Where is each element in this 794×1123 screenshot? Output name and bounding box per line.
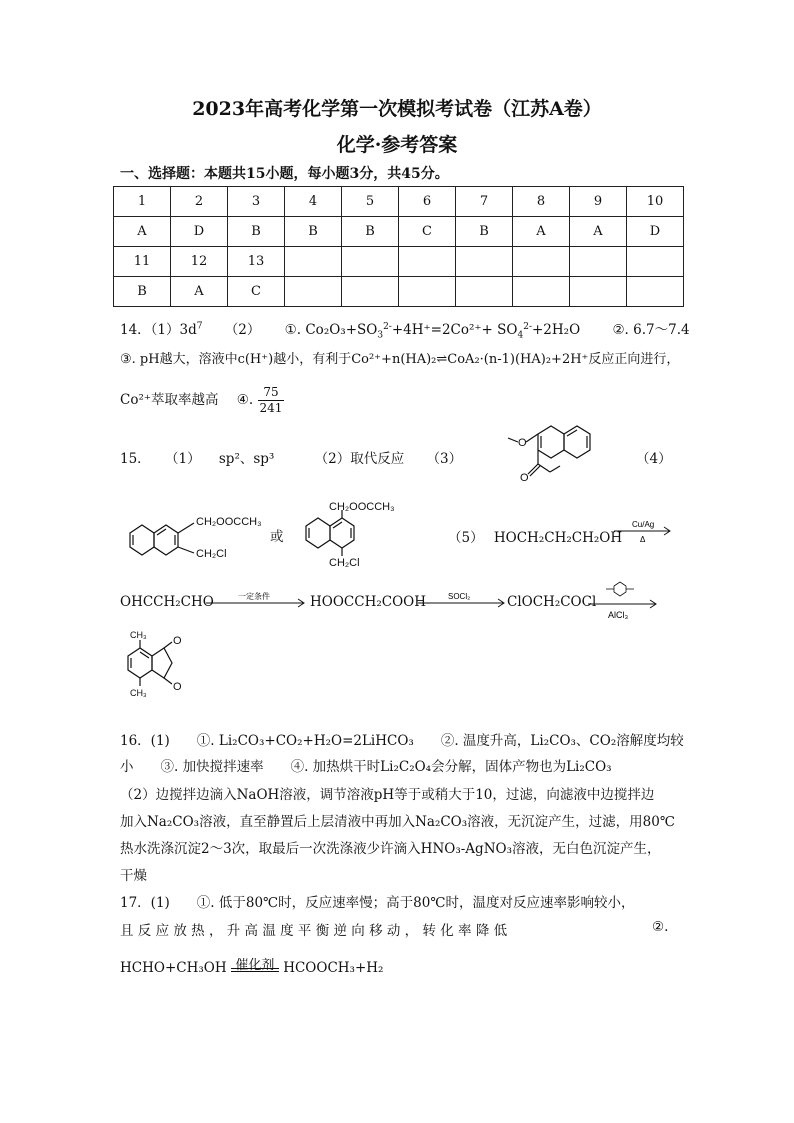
step0-compound: HOCH₂CH₂CH₂OH (493, 530, 623, 546)
table-cell: 7 (456, 187, 513, 217)
q15-part2: （2）取代反应 (314, 451, 405, 467)
q14-eq-a: ①. Co₂O₃+SO (284, 322, 378, 338)
q15-p5-label: （5） (448, 530, 484, 546)
o-atom: O (173, 635, 182, 647)
eq-products: HCOOCH₃+H₂ (283, 960, 384, 976)
table-cell: C (399, 217, 456, 247)
table-cell: 8 (513, 187, 570, 217)
q17-equation: HCHO+CH₃OH 催化剂 HCOOCH₃+H₂ (120, 958, 384, 976)
q14-part2: （2） (224, 322, 261, 338)
q14-num: 14．（1）3d (120, 322, 197, 338)
table-row (114, 217, 684, 247)
table-cell: C (228, 277, 285, 307)
table-cell (342, 247, 399, 277)
cond-delta: Δ (640, 535, 646, 544)
structure-q15-4b (296, 500, 396, 572)
table-cell: 9 (570, 187, 627, 217)
table-cell (342, 277, 399, 307)
q14-line3-text: Co²⁺萃取率越高 (120, 392, 219, 408)
table-cell: 12 (171, 247, 228, 277)
table-cell (513, 277, 570, 307)
table-cell: D (171, 217, 228, 247)
table-cell: A (171, 277, 228, 307)
table-cell: 13 (228, 247, 285, 277)
q17-line2: 且 反 应 放 热 ， 升 高 温 度 平 衡 逆 向 移 动 ， 转 化 率 降 低 (120, 923, 508, 939)
step2-compound: HOOCCH₂COOH (310, 594, 426, 610)
naphthalene-ring (508, 426, 590, 476)
q15-part5 (448, 526, 622, 546)
table-cell: B (456, 217, 513, 247)
table-cell (285, 247, 342, 277)
q14-line3 (120, 385, 284, 416)
table-row (114, 277, 684, 307)
ch2ooccch3-label: CH₂OOCCH₃ (329, 501, 395, 513)
q15-part3: （3） (426, 451, 463, 467)
q16-line2: 小 ③. 加快搅拌速率 ④. 加热烘干时Li₂C₂O₄会分解，固体产物也为Li₂CO₃ (120, 759, 612, 775)
table-cell: B (342, 217, 399, 247)
q16-line3: （2）边搅拌边滴入NaOH溶液，调节溶液pH等于或稍大于10，过滤，向滤液中边搅拌边 (120, 787, 655, 803)
table-cell: B (114, 277, 171, 307)
table-cell: 1 (114, 187, 171, 217)
table-cell (513, 247, 570, 277)
q14-line1: 14．$(1)3d^7$ （2） ①. $Co_2O_3+SO_3^{2-}+4H^+=2Co^{2+}+ SO_4^{2-}+2H_2O$ ②. 6.7～7.4 (120, 321, 690, 341)
q16-line5: 热水洗涤沉淀2～3次，取最后一次洗涤液少许滴入HNO₃-AgNO₃溶液，无白色沉淀产生， (120, 841, 661, 857)
cond-alcl3: AlCl₃ (608, 610, 629, 620)
table-cell (570, 277, 627, 307)
q17-part2: ②. (652, 919, 669, 935)
table-cell (456, 277, 513, 307)
table-cell: 10 (627, 187, 684, 217)
table-cell: A (570, 217, 627, 247)
table-cell: A (114, 217, 171, 247)
ch2cl-label: CH₂Cl (196, 548, 227, 560)
table-row (114, 187, 684, 217)
or-text: 或 (270, 529, 284, 545)
o-atom: O (518, 437, 527, 449)
q15-part4: （4） (636, 451, 672, 467)
answer-table (113, 186, 684, 307)
o-atom: O (173, 681, 182, 693)
q14-fraction: $\frac{75}{241}$ (259, 385, 283, 415)
structure-q15-4a (122, 505, 282, 565)
table-cell (399, 277, 456, 307)
arrow-condition (204, 588, 308, 612)
table-cell (285, 277, 342, 307)
table-cell (627, 247, 684, 277)
table-cell: 5 (342, 187, 399, 217)
page-title: 2023年高考化学第一次模拟考试卷（江苏A卷） (192, 98, 602, 120)
q15-part1: （1） (164, 451, 201, 467)
table-cell: 3 (228, 187, 285, 217)
table-cell: A (513, 217, 570, 247)
arrow-socl2 (416, 588, 508, 612)
table-row (114, 247, 684, 277)
step1-compound: OHCCH₂CHO (120, 594, 214, 610)
q16-line1: 16．(1) ①. Li₂CO₃+CO₂+H₂O=2LiHCO₃ ②. 温度升高，Li₂CO₃、CO₂溶解度均较 (120, 733, 684, 749)
ch3-label: CH₃ (130, 688, 147, 698)
cond-socl2: SOCl₂ (448, 592, 471, 601)
q15-hyb: sp²、sp³ (218, 451, 275, 467)
table-cell (456, 247, 513, 277)
table-cell (570, 247, 627, 277)
p-xylene-icon (606, 582, 634, 596)
arrow-alcl3 (586, 580, 660, 624)
table-cell (399, 247, 456, 277)
page-subtitle: 化学·参考答案 (336, 134, 458, 156)
q14-eq-b: +4H⁺=2Co²⁺+ SO (391, 322, 518, 338)
structure-q15-3 (488, 418, 598, 490)
q16-line4: 加入Na₂CO₃溶液，直至静置后上层清液中再加入Na₂CO₃溶液，无沉淀产生，过滤，用80℃ (120, 814, 675, 830)
q14-eq-c: +2H₂O (532, 322, 581, 338)
table-cell: 2 (171, 187, 228, 217)
cond-cu-ag: Cu/Ag (632, 520, 655, 529)
o-atom: O (520, 472, 529, 484)
q14-line2: ③. pH越大，溶液中c(H⁺)越小，有利于Co²⁺+n(HA)₂⇌CoA₂·(n-1)(HA)₂+2H⁺反应正向进行， (120, 352, 680, 367)
q14-part4: ④. (236, 392, 254, 408)
table-cell: 4 (285, 187, 342, 217)
table-cell: B (285, 217, 342, 247)
q14-range: ②. 6.7～7.4 (612, 322, 690, 338)
table-cell: 11 (114, 247, 171, 277)
step3-compound: ClOCH₂COCl (507, 594, 597, 610)
structure-final-product (118, 628, 198, 698)
q17-line1: 17．(1) ①. 低于80℃时，反应速率慢；高于80℃时，温度对反应速率影响较小， (120, 895, 635, 911)
ch2cl-label: CH₂Cl (329, 557, 360, 569)
table-cell: D (627, 217, 684, 247)
table-cell: B (228, 217, 285, 247)
q16-line6: 干燥 (120, 868, 147, 884)
q14-sup: 7 (196, 321, 203, 332)
table-cell: 6 (399, 187, 456, 217)
cond-text: 一定条件 (238, 592, 270, 601)
ch2ooccch3-label: CH₂OOCCH₃ (196, 516, 262, 528)
q15-num: 15． (120, 451, 151, 467)
table-cell (627, 277, 684, 307)
arrow-cu-ag (612, 516, 674, 546)
section-heading: 一、选择题：本题共15小题，每小题3分，共45分。 (120, 166, 449, 182)
eq-reactants: HCHO+CH₃OH (120, 960, 227, 976)
q15-line1 (120, 447, 462, 467)
ch3-label: CH₃ (130, 630, 147, 640)
